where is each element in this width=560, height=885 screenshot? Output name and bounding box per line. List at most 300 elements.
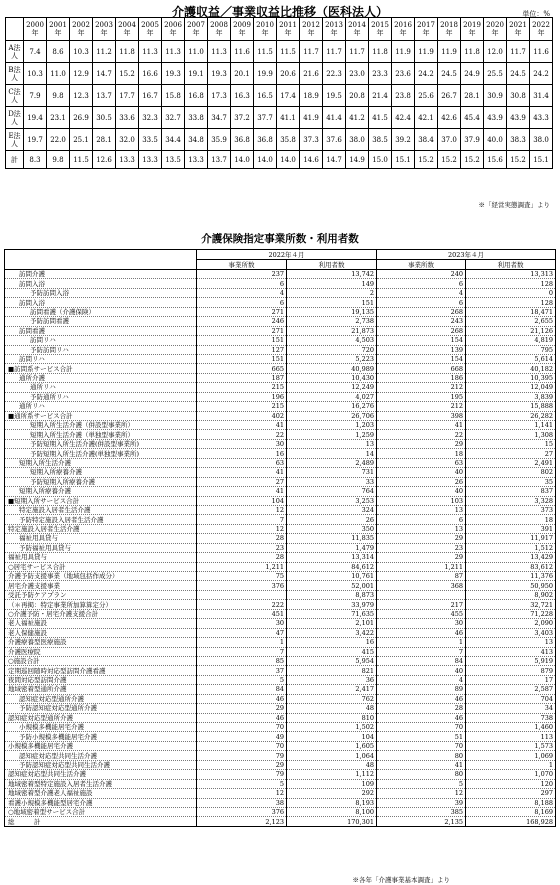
- user-count-cell: 1,203: [287, 421, 377, 430]
- office-count-cell: 246: [197, 317, 287, 326]
- table-row: [5, 411, 556, 420]
- table-row: [5, 770, 556, 779]
- table-row: [5, 619, 556, 628]
- corner-cell: [6, 18, 24, 41]
- user-count-cell: 1,141: [466, 421, 556, 430]
- ratio-cell: 15.1: [392, 151, 415, 169]
- service-label: 通所リハ: [5, 402, 197, 411]
- service-label: 認知症対応型共同生活介護: [5, 751, 197, 760]
- year-value: 2006: [164, 21, 182, 29]
- office-count-cell: 139: [377, 345, 466, 354]
- table-row: [6, 107, 553, 129]
- year-header: [530, 18, 553, 41]
- user-count-cell: 5,919: [466, 656, 556, 665]
- ratio-cell: 11.6: [530, 41, 553, 63]
- user-count-cell: 13: [466, 638, 556, 647]
- user-count-cell: 13,429: [466, 553, 556, 562]
- user-count-cell: 1,512: [466, 543, 556, 552]
- year-header: [323, 18, 346, 41]
- service-label: 短期入所療養介護: [5, 487, 197, 496]
- care-offices-users-table: [4, 249, 556, 827]
- year-value: 2019: [463, 21, 481, 29]
- ratio-cell: 13.7: [93, 85, 116, 107]
- table-row: [5, 392, 556, 401]
- user-count-cell: 128: [466, 298, 556, 307]
- user-count-cell: 13: [287, 439, 377, 448]
- ratio-cell: 34.7: [208, 107, 231, 129]
- office-count-cell: 41: [377, 421, 466, 430]
- user-count-cell: 8,188: [466, 798, 556, 807]
- user-count-cell: 2,491: [466, 458, 556, 467]
- user-count-cell: 26: [287, 515, 377, 524]
- year-value: 2004: [118, 21, 136, 29]
- office-count-cell: 5: [377, 779, 466, 788]
- year-header: [139, 18, 162, 41]
- service-label: 予防訪問看護: [5, 317, 197, 326]
- ratio-cell: 33.6: [116, 107, 139, 129]
- office-count-cell: 154: [377, 336, 466, 345]
- ratio-cell: 8.3: [24, 151, 47, 169]
- user-count-cell: 1,479: [287, 543, 377, 552]
- ratio-cell: 37.6: [323, 129, 346, 151]
- ratio-cell: 37.7: [254, 107, 277, 129]
- office-count-cell: 84: [377, 656, 466, 665]
- user-count-cell: 12,049: [466, 383, 556, 392]
- office-count-cell: 46: [377, 694, 466, 703]
- office-count-cell: 1: [197, 638, 287, 647]
- user-count-cell: 1,460: [466, 723, 556, 732]
- ratio-cell: 30.8: [507, 85, 530, 107]
- year-suffix: 年: [330, 29, 338, 37]
- year-value: 2007: [187, 21, 205, 29]
- year-value: 2020: [486, 21, 504, 29]
- user-count-cell: 1,573: [466, 741, 556, 750]
- table-row: [5, 723, 556, 732]
- corp-label: 計: [6, 151, 24, 169]
- year-suffix: 年: [54, 29, 62, 37]
- table-row: [5, 364, 556, 373]
- ratio-cell: 41.1: [277, 107, 300, 129]
- ratio-cell: 11.5: [70, 151, 93, 169]
- year-suffix: 年: [468, 29, 476, 37]
- ratio-cell: 7.9: [24, 85, 47, 107]
- ratio-cell: 11.9: [392, 41, 415, 63]
- year-header: [185, 18, 208, 41]
- ratio-cell: 32.0: [116, 129, 139, 151]
- office-count-cell: 1: [377, 638, 466, 647]
- service-label: 総 計: [5, 817, 197, 826]
- user-count-cell: 731: [287, 468, 377, 477]
- office-count-cell: [377, 590, 466, 599]
- user-count-cell: 21,126: [466, 326, 556, 335]
- office-count-cell: 1,211: [197, 562, 287, 571]
- office-count-cell: 6: [197, 298, 287, 307]
- table-row: [5, 505, 556, 514]
- table-row: [5, 732, 556, 741]
- office-count-cell: 6: [377, 298, 466, 307]
- office-count-cell: 376: [197, 807, 287, 816]
- user-count-cell: 4,819: [466, 336, 556, 345]
- office-count-cell: 46: [377, 628, 466, 637]
- service-label: 短期入所療養介護: [5, 468, 197, 477]
- table-row: [5, 789, 556, 798]
- office-count-cell: 29: [377, 553, 466, 562]
- user-count-cell: 5,223: [287, 354, 377, 363]
- ratio-cell: 37.2: [231, 107, 254, 129]
- ratio-cell: 11.3: [139, 41, 162, 63]
- table-row: [5, 741, 556, 750]
- ratio-cell: 25.5: [484, 63, 507, 85]
- ratio-cell: 36.8: [254, 129, 277, 151]
- office-count-cell: 70: [377, 741, 466, 750]
- year-header: [162, 18, 185, 41]
- ratio-cell: 11.3: [162, 41, 185, 63]
- office-count-cell: 268: [377, 326, 466, 335]
- service-label: 訪問入浴: [5, 279, 197, 288]
- ratio-cell: 15.2: [116, 63, 139, 85]
- ratio-cell: 38.3: [507, 129, 530, 151]
- year-value: 2016: [394, 21, 412, 29]
- table-row: [5, 279, 556, 288]
- user-count-cell: 11,835: [287, 534, 377, 543]
- table-row: [5, 326, 556, 335]
- user-count-cell: 2,417: [287, 685, 377, 694]
- service-label: ■訪問系サービス合計: [5, 364, 197, 373]
- office-count-cell: 23: [197, 543, 287, 552]
- ratio-cell: 24.2: [415, 63, 438, 85]
- ratio-cell: 33.8: [185, 107, 208, 129]
- ratio-cell: 13.5: [162, 151, 185, 169]
- user-count-cell: 2,489: [287, 458, 377, 467]
- ratio-cell: 38.4: [415, 129, 438, 151]
- year-header: [369, 18, 392, 41]
- office-count-cell: 37: [197, 666, 287, 675]
- office-count-cell: 28: [197, 534, 287, 543]
- ratio-cell: 37.0: [438, 129, 461, 151]
- office-count-cell: 4: [377, 675, 466, 684]
- user-count-cell: 3,422: [287, 628, 377, 637]
- year-suffix: 年: [238, 29, 246, 37]
- service-label: ■通所系サービス合計: [5, 411, 197, 420]
- user-count-cell: 2,090: [466, 619, 556, 628]
- ratio-cell: 22.0: [47, 129, 70, 151]
- ratio-cell: 41.4: [323, 107, 346, 129]
- ratio-cell: 14.6: [300, 151, 323, 169]
- user-count-cell: 0: [466, 288, 556, 297]
- user-count-cell: 1,064: [287, 751, 377, 760]
- office-count-cell: 63: [377, 458, 466, 467]
- office-count-cell: 46: [197, 713, 287, 722]
- user-count-cell: 8,193: [287, 798, 377, 807]
- office-count-cell: 70: [197, 723, 287, 732]
- user-count-cell: 704: [466, 694, 556, 703]
- office-count-cell: 18: [377, 449, 466, 458]
- ratio-cell: 38.0: [530, 129, 553, 151]
- ratio-cell: 41.5: [369, 107, 392, 129]
- ratio-cell: 15.2: [415, 151, 438, 169]
- user-count-cell: 128: [466, 279, 556, 288]
- year-suffix: 年: [169, 29, 177, 37]
- ratio-cell: 15.2: [438, 151, 461, 169]
- year-value: 2011: [279, 21, 297, 29]
- office-count-cell: 49: [197, 732, 287, 741]
- year-suffix: 年: [77, 29, 85, 37]
- ratio-cell: 15.1: [530, 151, 553, 169]
- office-count-cell: 87: [377, 572, 466, 581]
- ratio-cell: 24.9: [461, 63, 484, 85]
- user-count-cell: 50,950: [466, 581, 556, 590]
- user-count-cell: 1,112: [287, 770, 377, 779]
- user-count-cell: 2,587: [466, 685, 556, 694]
- ratio-cell: 33.5: [139, 129, 162, 151]
- office-count-cell: 5: [197, 779, 287, 788]
- table-row: [5, 760, 556, 769]
- service-label: 短期入所生活介護（単独型事業所）: [5, 430, 197, 439]
- service-label: 訪問リハ: [5, 336, 197, 345]
- office-count-cell: 186: [377, 373, 466, 382]
- office-count-cell: 1,211: [377, 562, 466, 571]
- user-count-cell: 170,301: [287, 817, 377, 826]
- ratio-cell: 11.5: [254, 41, 277, 63]
- user-count-cell: 40,182: [466, 364, 556, 373]
- year-value: 2001: [49, 21, 67, 29]
- user-count-cell: 8,169: [466, 807, 556, 816]
- table-row: [5, 675, 556, 684]
- service-label: 予防通所リハ: [5, 392, 197, 401]
- ratio-cell: 26.7: [438, 85, 461, 107]
- offices-header-2022: 事業所数: [197, 260, 287, 270]
- user-count-cell: 879: [466, 666, 556, 675]
- ratio-cell: 15.2: [461, 151, 484, 169]
- year-value: 2010: [256, 21, 274, 29]
- year-header: [24, 18, 47, 41]
- user-count-cell: 764: [287, 487, 377, 496]
- ratio-cell: 24.5: [507, 63, 530, 85]
- user-count-cell: 27: [466, 449, 556, 458]
- service-label: 夜間対応型訪問介護: [5, 675, 197, 684]
- office-count-cell: 22: [197, 430, 287, 439]
- year-value: 2013: [325, 21, 343, 29]
- user-count-cell: 15,888: [466, 402, 556, 411]
- office-count-cell: 5: [197, 675, 287, 684]
- office-count-cell: 29: [197, 704, 287, 713]
- user-count-cell: 2,738: [287, 317, 377, 326]
- ratio-cell: 11.0: [47, 63, 70, 85]
- ratio-cell: 38.5: [369, 129, 392, 151]
- service-label: 訪問看護: [5, 326, 197, 335]
- ratio-cell: 14.0: [231, 151, 254, 169]
- table-row: [5, 704, 556, 713]
- ratio-cell: 15.8: [162, 85, 185, 107]
- office-count-cell: 2,123: [197, 817, 287, 826]
- user-count-cell: 34: [466, 704, 556, 713]
- user-count-cell: 4,503: [287, 336, 377, 345]
- office-count-cell: 7: [197, 515, 287, 524]
- table-row: [5, 779, 556, 788]
- ratio-cell: 16.6: [139, 63, 162, 85]
- service-label: 予防短期入所療養介護: [5, 477, 197, 486]
- table-row: [6, 63, 553, 85]
- user-count-cell: 413: [466, 647, 556, 656]
- office-count-cell: 23: [377, 543, 466, 552]
- year-header: [438, 18, 461, 41]
- office-count-cell: 4: [197, 288, 287, 297]
- corp-label: A法人: [6, 41, 24, 63]
- user-count-cell: 19,135: [287, 307, 377, 316]
- ratio-cell: 16.3: [231, 85, 254, 107]
- office-count-cell: 7: [377, 647, 466, 656]
- table-row: [5, 647, 556, 656]
- ratio-cell: 13.7: [208, 151, 231, 169]
- user-count-cell: 16,276: [287, 402, 377, 411]
- year-suffix: 年: [100, 29, 108, 37]
- ratio-cell: 17.4: [277, 85, 300, 107]
- ratio-cell: 30.9: [484, 85, 507, 107]
- ratio-cell: 40.0: [484, 129, 507, 151]
- period-2022-header: 2022年４月: [197, 250, 377, 260]
- year-suffix: 年: [215, 29, 223, 37]
- office-count-cell: 215: [197, 383, 287, 392]
- office-count-cell: 217: [377, 600, 466, 609]
- year-header: [300, 18, 323, 41]
- office-count-cell: 212: [377, 402, 466, 411]
- office-count-cell: 29: [197, 760, 287, 769]
- user-count-cell: 795: [466, 345, 556, 354]
- office-count-cell: 40: [377, 468, 466, 477]
- year-suffix: 年: [376, 29, 384, 37]
- office-count-cell: 22: [377, 430, 466, 439]
- user-count-cell: 292: [287, 789, 377, 798]
- service-label: 福祉用具貸与: [5, 534, 197, 543]
- user-count-cell: 151: [287, 298, 377, 307]
- ratio-cell: 43.9: [507, 107, 530, 129]
- table-row: [5, 477, 556, 486]
- table-row: [5, 439, 556, 448]
- service-label: 認知症対応型共同生活介護: [5, 770, 197, 779]
- table-row: [5, 468, 556, 477]
- office-count-cell: 79: [197, 751, 287, 760]
- ratio-cell: 26.9: [70, 107, 93, 129]
- ratio-cell: 38.0: [346, 129, 369, 151]
- office-count-cell: 104: [197, 496, 287, 505]
- ratio-cell: 28.1: [93, 129, 116, 151]
- service-label: 予防福祉用具貸与: [5, 543, 197, 552]
- service-label: ■短期入所サービス合計: [5, 496, 197, 505]
- service-label: 予防短期入所生活介護(単独型事業所): [5, 449, 197, 458]
- service-label: 居宅介護支援事業: [5, 581, 197, 590]
- user-count-cell: 14: [287, 449, 377, 458]
- office-count-cell: 13: [377, 505, 466, 514]
- year-suffix: 年: [31, 29, 39, 37]
- table-row: [5, 354, 556, 363]
- service-label: 予防認知症対応型共同生活介護: [5, 760, 197, 769]
- office-count-cell: 154: [377, 354, 466, 363]
- year-header: [277, 18, 300, 41]
- users-header-2023: 利用者数: [466, 260, 556, 270]
- user-count-cell: 3,839: [466, 392, 556, 401]
- ratio-cell: 42.1: [415, 107, 438, 129]
- table2-title: 介護保険指定事業所数・利用者数: [201, 233, 359, 245]
- ratio-cell: 19.5: [323, 85, 346, 107]
- table-row: [5, 600, 556, 609]
- ratio-cell: 16.8: [185, 85, 208, 107]
- user-count-cell: 71,635: [287, 609, 377, 618]
- user-count-cell: 720: [287, 345, 377, 354]
- ratio-cell: 7.4: [24, 41, 47, 63]
- ratio-cell: 31.4: [530, 85, 553, 107]
- table-row: [5, 609, 556, 618]
- ratio-cell: 19.9: [254, 63, 277, 85]
- ratio-cell: 36.8: [231, 129, 254, 151]
- ratio-cell: 23.8: [392, 85, 415, 107]
- ratio-cell: 9.8: [47, 85, 70, 107]
- ratio-cell: 14.7: [93, 63, 116, 85]
- ratio-cell: 23.1: [47, 107, 70, 129]
- ratio-cell: 11.3: [208, 41, 231, 63]
- office-count-cell: 41: [197, 487, 287, 496]
- office-count-cell: 268: [377, 307, 466, 316]
- office-count-cell: 451: [197, 609, 287, 618]
- table-row: [6, 41, 553, 63]
- service-label: 老人保健施設: [5, 628, 197, 637]
- year-value: 2002: [72, 21, 90, 29]
- user-count-cell: 120: [466, 779, 556, 788]
- ratio-cell: 35.8: [277, 129, 300, 151]
- user-count-cell: 2,101: [287, 619, 377, 628]
- year-suffix: 年: [445, 29, 453, 37]
- ratio-cell: 32.7: [162, 107, 185, 129]
- office-count-cell: 7: [197, 647, 287, 656]
- office-count-cell: 30: [197, 439, 287, 448]
- table1-title: 介護収益／事業収益比推移（医科法人）: [171, 5, 388, 19]
- office-count-cell: 668: [377, 364, 466, 373]
- users-header-2022: 利用者数: [287, 260, 377, 270]
- ratio-cell: 10.3: [24, 63, 47, 85]
- user-count-cell: 18,471: [466, 307, 556, 316]
- user-count-cell: 373: [466, 505, 556, 514]
- ratio-cell: 14.0: [254, 151, 277, 169]
- office-count-cell: 75: [197, 572, 287, 581]
- table-row: [5, 421, 556, 430]
- user-count-cell: 1,070: [466, 770, 556, 779]
- ratio-cell: 21.6: [300, 63, 323, 85]
- table-row: [5, 345, 556, 354]
- corp-label: D法人: [6, 107, 24, 129]
- ratio-cell: 8.6: [47, 41, 70, 63]
- office-count-cell: 212: [377, 383, 466, 392]
- ratio-cell: 11.7: [346, 41, 369, 63]
- service-label: ○地域密着型サービス合計: [5, 807, 197, 816]
- ratio-cell: 30.5: [93, 107, 116, 129]
- office-count-cell: 151: [197, 354, 287, 363]
- office-count-cell: 240: [377, 270, 466, 279]
- table-row: [5, 288, 556, 297]
- corp-label: E法人: [6, 129, 24, 151]
- year-value: 2017: [417, 21, 435, 29]
- office-count-cell: 215: [197, 402, 287, 411]
- table-row: [5, 713, 556, 722]
- office-count-cell: 455: [377, 609, 466, 618]
- user-count-cell: 35: [466, 477, 556, 486]
- user-count-cell: 1,605: [287, 741, 377, 750]
- ratio-cell: 15.0: [369, 151, 392, 169]
- table-row: [5, 553, 556, 562]
- period-2023-header: 2023年４月: [377, 250, 556, 260]
- service-label: 予防訪問入浴: [5, 288, 197, 297]
- service-label: 地域密着型介護老人福祉施設: [5, 789, 197, 798]
- year-suffix: 年: [261, 29, 269, 37]
- service-label: 地域密着型通所介護: [5, 685, 197, 694]
